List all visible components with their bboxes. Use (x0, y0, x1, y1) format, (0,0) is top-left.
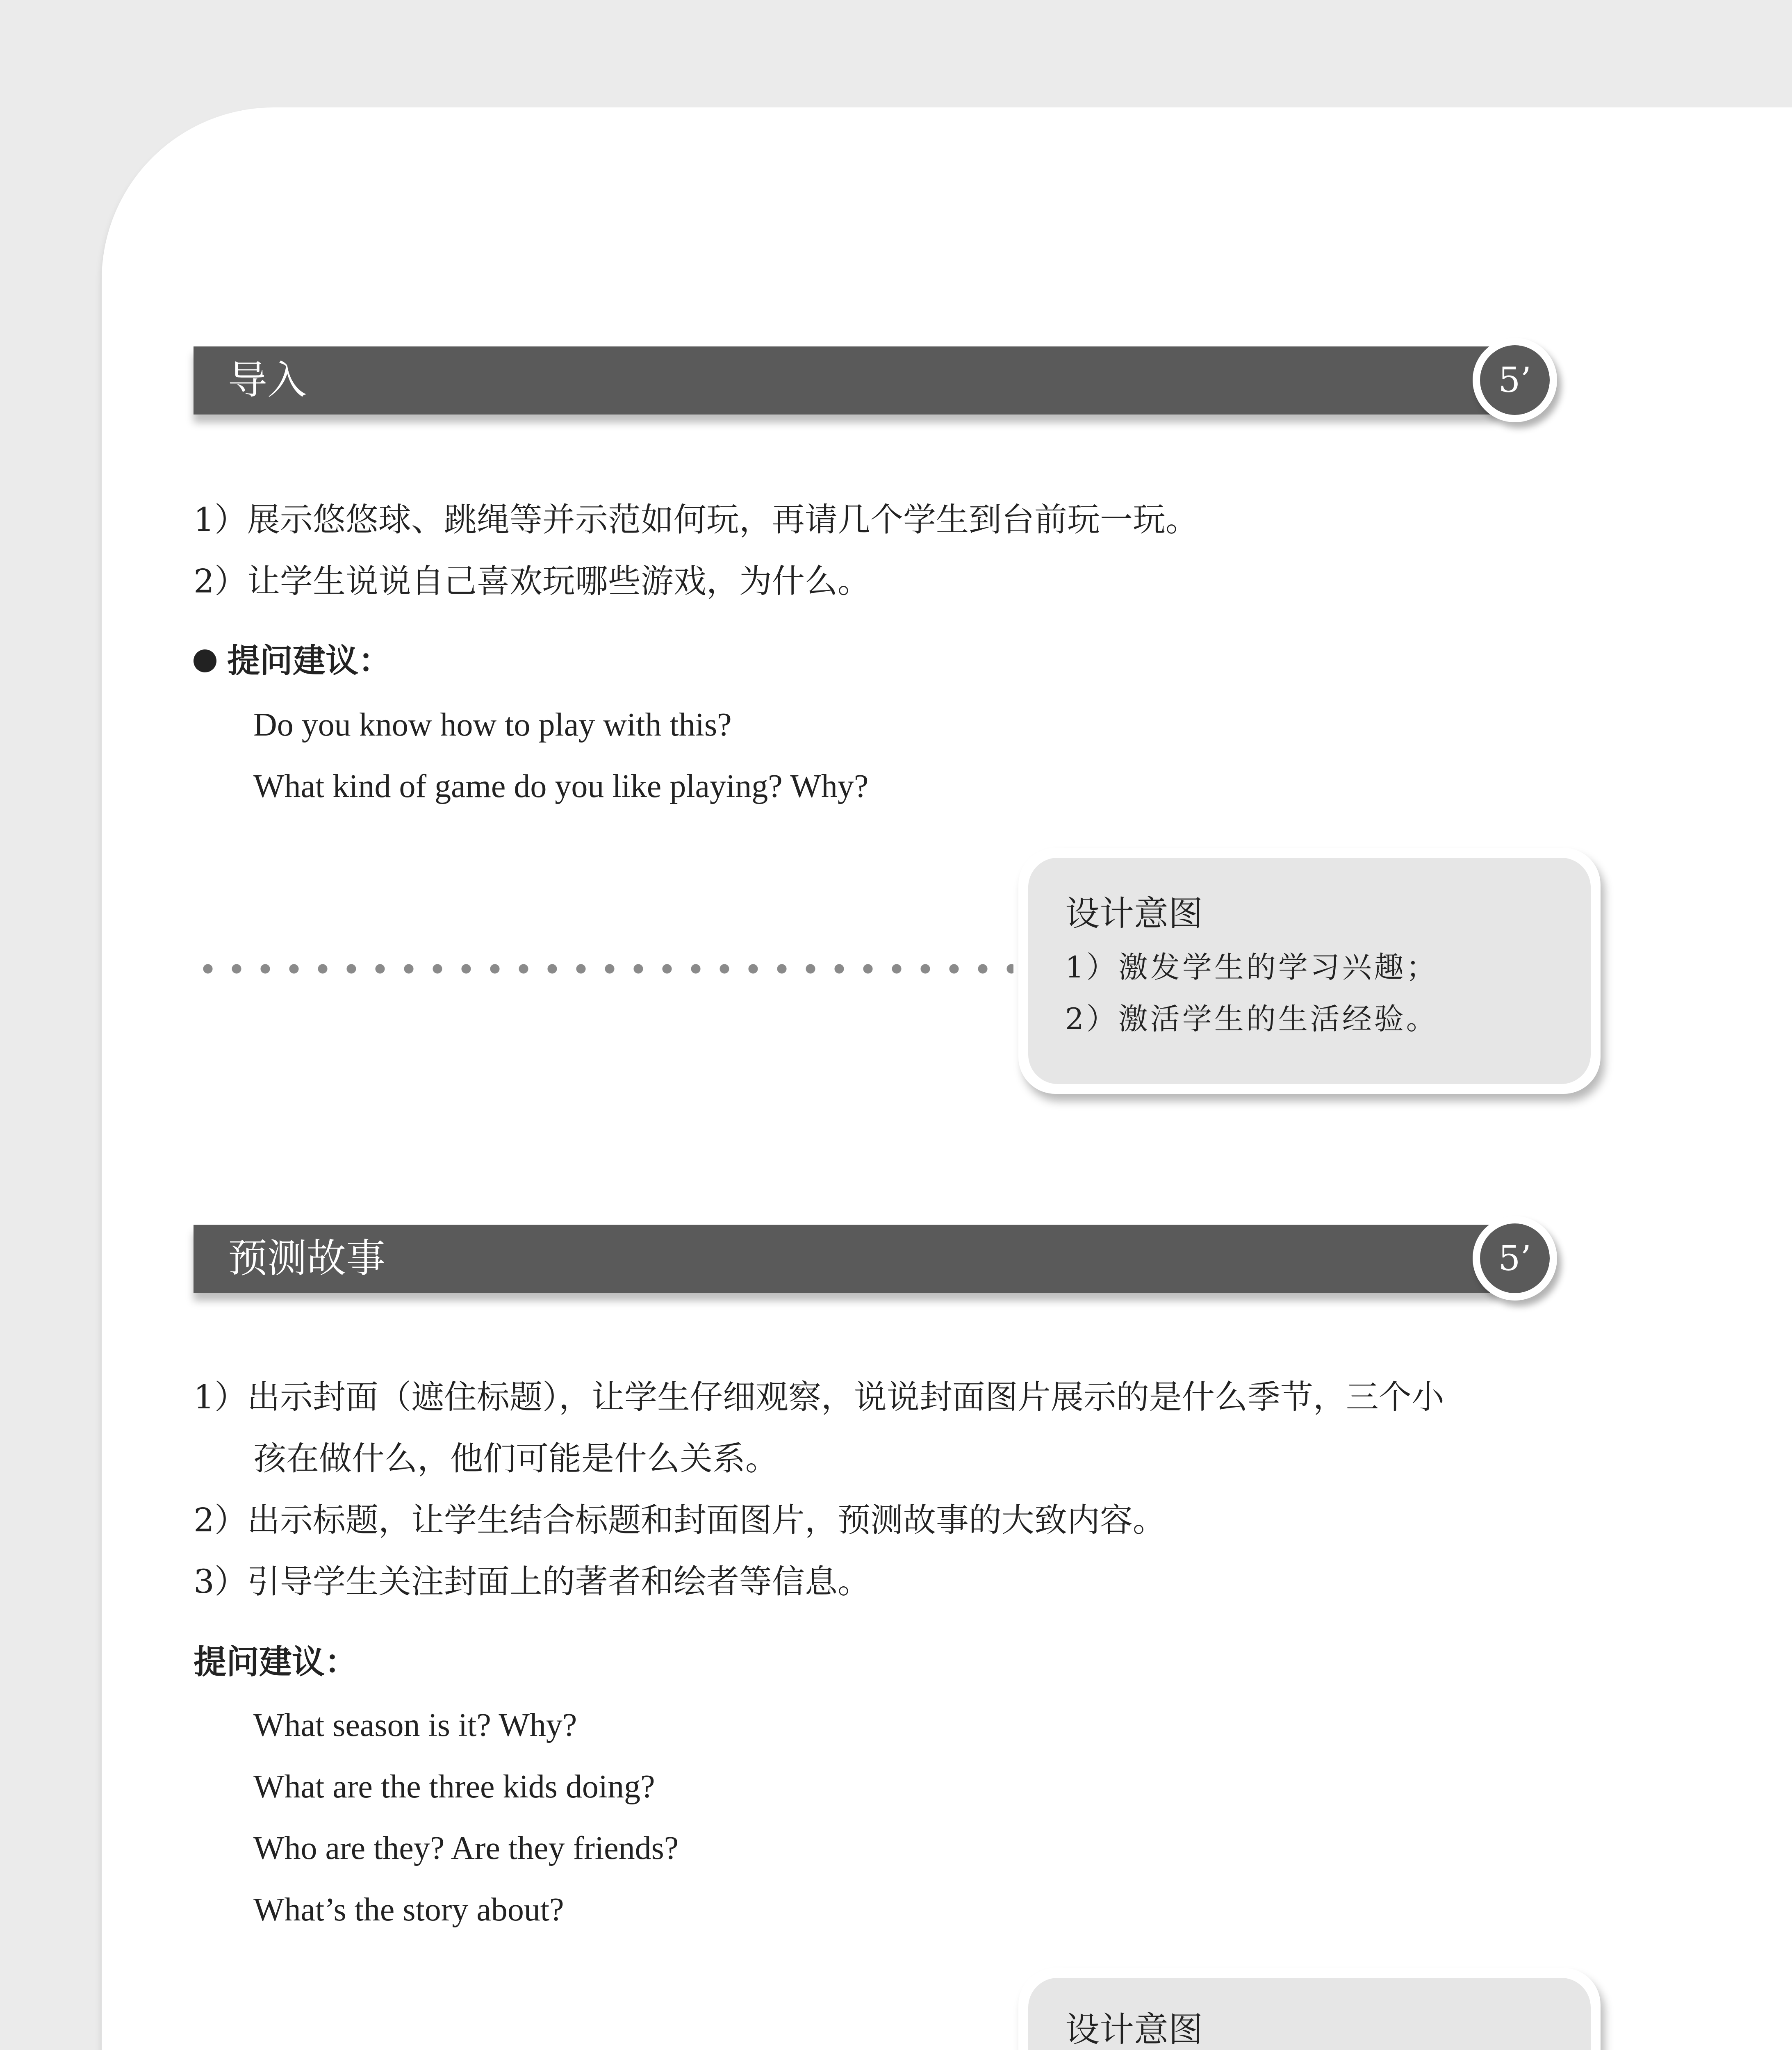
section-header-predict (194, 1225, 1497, 1293)
step-line: 2）出示标题，让学生结合标题和封面图片，预测故事的大致内容。 (194, 1501, 1166, 1539)
question-line: Who are they? Are they friends? (253, 1830, 679, 1866)
design-intent-panel (1028, 858, 1591, 1084)
design-intent-line: 2）激活学生的生活经验。 (1065, 1002, 1438, 1036)
section-title: 预测故事 (228, 1235, 385, 1281)
section-header-intro (194, 346, 1497, 415)
question-line: What kind of game do you like playing? Why? (253, 768, 869, 804)
step-line: 1）出示封面（遮住标题），让学生仔细观察，说说封面图片展示的是什么季节，三个小 (194, 1378, 1444, 1416)
question-heading-text: 提问建议： (227, 642, 391, 680)
design-intent-box (1018, 1968, 1601, 2050)
design-intent-box (1018, 848, 1601, 1094)
step-line: 3）引导学生关注封面上的著者和绘者等信息。 (194, 1563, 870, 1601)
dotted-divider (194, 963, 1013, 975)
time-label: 5’ (1480, 1223, 1550, 1293)
step-line: 2）让学生说说自己喜欢玩哪些游戏，为什么。 (194, 562, 870, 600)
time-label: 5’ (1480, 345, 1550, 415)
design-intent-line: 1）激发学生的学习兴趣； (1065, 950, 1438, 984)
question-line: What season is it? Why? (253, 1707, 577, 1743)
design-intent-title: 设计意图 (1065, 2009, 1203, 2050)
section-title: 导入 (228, 357, 307, 403)
bullet-dot-icon (194, 649, 216, 672)
design-intent-title: 设计意图 (1065, 893, 1203, 934)
question-line: What are the three kids doing? (253, 1769, 655, 1805)
design-intent-panel (1028, 1978, 1591, 2050)
step-line: 孩在做什么，他们可能是什么关系。 (253, 1440, 778, 1478)
time-badge (1473, 1216, 1557, 1301)
step-line: 1）展示悠悠球、跳绳等并示范如何玩，再请几个学生到台前玩一玩。 (194, 501, 1198, 539)
question-line: What’s the story about? (253, 1892, 564, 1928)
question-heading (194, 640, 391, 681)
time-badge (1473, 338, 1557, 422)
question-line: Do you know how to play with this? (253, 707, 732, 743)
question-heading: 提问建议： (194, 1643, 357, 1681)
